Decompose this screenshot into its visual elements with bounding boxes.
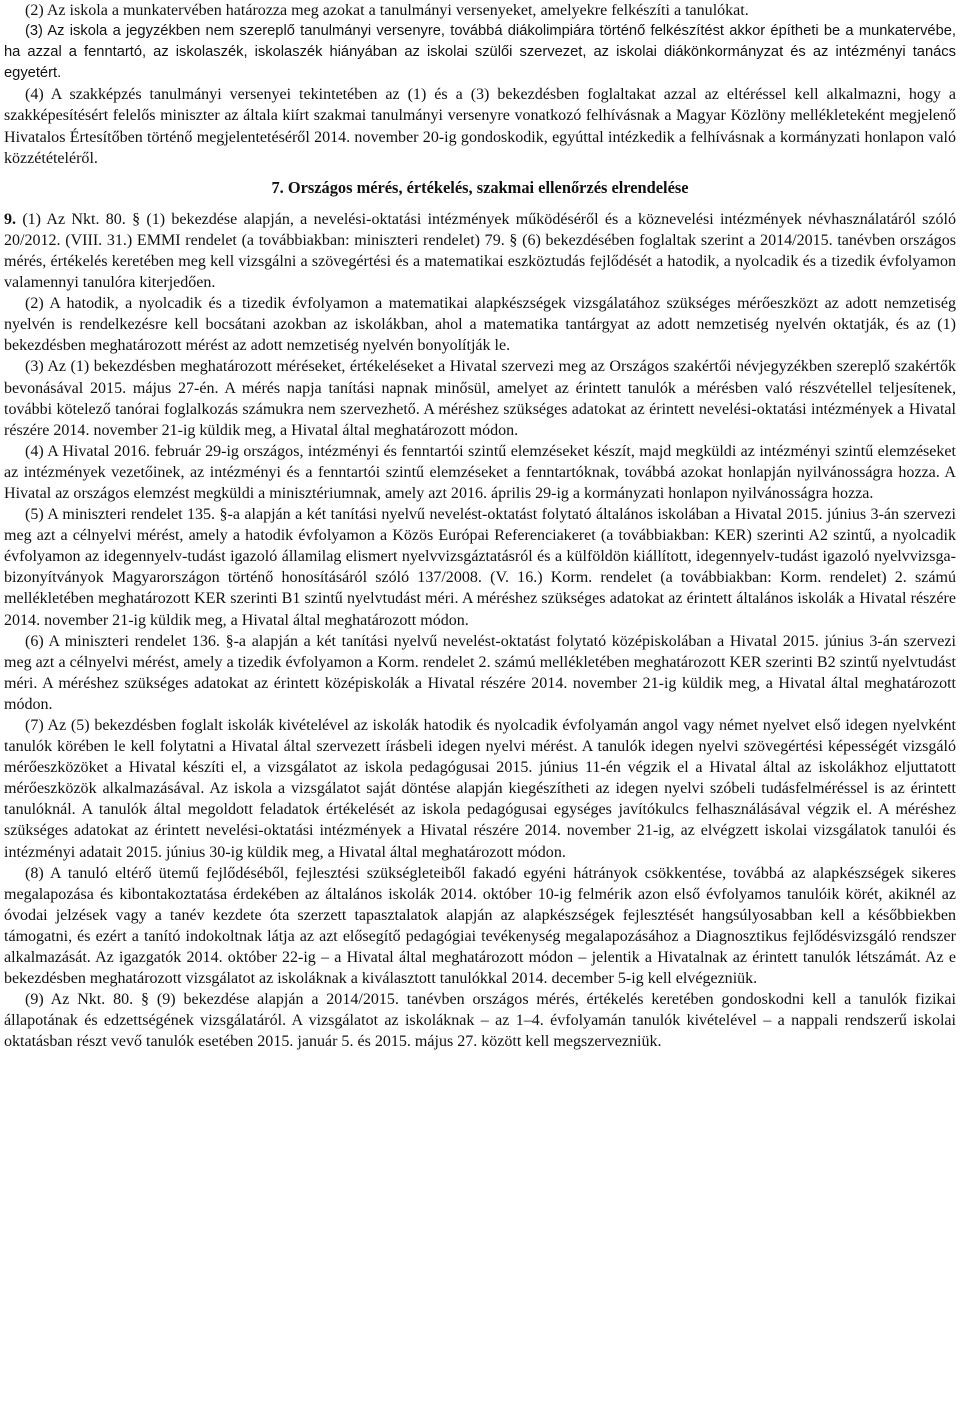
paragraph-4: (4) A szakképzés tanulmányi versenyei tekintetében az (1) és a (3) bekezdésben foglaltakat azzal az eltéréssel kell alkalmazni, hogy a szakképesítésért felelős miniszter az általa kiírt szakmai tanulmányi versenyre vonatkozó felhívásnak a Magyar Közlöny mellékleteként megjelenő Hivatalos Értesítőben történő megjelentetéséről 2014. november 20-ig gondoskodik, egyúttal intézkedik a felhívásnak a kormányzati honlapon való közzétételéről. bbox=[4, 86, 956, 167]
section-9-paragraph-2: (2) A hatodik, a nyolcadik és a tizedik évfolyamon a matematikai alapkészségek vizsgálatához szükséges mérőeszközt az adott nemzetiség nyelvén is rendelkezésre kell bocsátani azokban az iskolákban, ahol a matematika tantárgyat az adott nemzetiség nyelvén oktatják, és az (1) bekezdésben meghatározott mérést az adott nemzetiség nyelvén bonyolítják le. bbox=[4, 295, 956, 355]
section-9-paragraph-4: (4) A Hivatal 2016. február 29-ig országos, intézményi és fenntartói szintű elemzéseket készít, majd megküldi az intézményi szintű elemzéseket az intézmények vezetőinek, az intézményi és a fenntartói szintű elemzéseket a fenntartóknak, továbbá azokat honlapján nyilvánosságra hozza. A Hivatal az országos elemzést megküldi a minisztériumnak, amely azt 2016. április 29-ig a kormányzati honlapon nyilvánosságra hozza. bbox=[4, 442, 956, 502]
section-9-paragraph-1-text: (1) Az Nkt. 80. § (1) bekezdése alapján, a nevelési-oktatási intézmények működéséről és a köznevelési intézmények névhasználatáról szóló 20/2012. (VIII. 31.) EMMI rendelet (a továbbiakban: miniszteri rendelet) 79. § (6) bekezdésében foglaltak szerint a 2014/2015. tanévben országos mérés, értékelés keretében meg kell vizsgálni a szövegértési és a matematikai eszköztudás fejlődését a hatodik, a nyolcadik és a tizedik évfolyamon valamennyi tanulóra kiterjedően. bbox=[4, 210, 956, 292]
paragraph-3: (3) Az iskola a jegyzékben nem szereplő tanulmányi versenyre, továbbá diákolimpiára történő felkészítést akkor építheti be a munkatervébe, ha azzal a fenntartó, az iskolaszék, iskolaszék hiányában az iskolai szülői szervezet, az iskolai diákönkormányzat és az intézményi tanács egyetért. bbox=[4, 23, 956, 82]
section-9-paragraph-9: (9) Az Nkt. 80. § (9) bekezdése alapján a 2014/2015. tanévben országos mérés, értékelés keretében gondoskodni kell a tanulók fizikai állapotának és edzettségének vizsgálatáról. A vizsgálatot az iskoláknak – az 1–4. évfolyamán tanulók kivételével – a nappali rendszerű iskolai oktatásban részt vevő tanulók esetében 2015. január 5. és 2015. május 27. között kell megszervezniük. bbox=[4, 991, 956, 1051]
document-page bbox=[4, 0, 956, 1053]
paragraph-2: (2) Az iskola a munkatervében határozza meg azokat a tanulmányi versenyeket, amelyekre felkészíti a tanulókat. bbox=[25, 2, 749, 19]
section-heading: 7. Országos mérés, értékelés, szakmai ellenőrzés elrendelése bbox=[271, 177, 689, 197]
section-9-paragraph-5: (5) A miniszteri rendelet 135. §-a alapján a két tanítási nyelvű nevelést-oktatást folytató általános iskolában a Hivatal 2015. június 3-án szervezi meg azt a célnyelvi mérést, amely a hatodik évfolyamon a Közös Európai Referenciakeret (a továbbiakban: KER) szerinti A2 szintű, a nyolcadik évfolyamon az idegennyelv-tudást igazoló államilag elismert nyelvvizsgáztatásról és a külföldön kiállított, idegennyelv-tudást igazoló nyelvvizsga-bizonyítványok Magyarországon történő honosításáról szóló 137/2008. (V. 16.) Korm. rendelet (a továbbiakban: Korm. rendelet) 2. számú mellékletében meghatározott KER szerinti B1 szintű nyelvtudást méri. A méréshez szükséges adatokat az érintett általános iskolák a Hivatal részére 2014. november 21-ig küldik meg, a Hivatal által meghatározott módon. bbox=[4, 506, 956, 629]
section-9-paragraph-3: (3) Az (1) bekezdésben meghatározott méréseket, értékeléseket a Hivatal szervezi meg az Országos szakértői névjegyzékben szereplő szakértők bevonásával 2015. május 27-én. A mérés napja tanítási napnak minősül, amelyet az érintett tanulók a mérésben való részvétellel teljesítenek, további kötelező tanórai foglalkozás számukra nem szervezhető. A méréshez szükséges adatokat az érintett nevelési-oktatási intézmények a Hivatal részére 2014. november 21-ig küldik meg, a Hivatal által meghatározott módon. bbox=[4, 358, 956, 439]
section-9-paragraph-6: (6) A miniszteri rendelet 136. §-a alapján a két tanítási nyelvű nevelést-oktatást folytató középiskolában a Hivatal 2015. június 3-án szervezi meg azt a célnyelvi mérést, amely a tizedik évfolyamon a Korm. rendelet 2. számú mellékletében meghatározott KER szerinti B2 szintű nyelvtudást méri. A méréshez szükséges adatokat az érintett középiskolák a Hivatal részére 2014. november 21-ig küldik meg, a Hivatal által meghatározott módon. bbox=[4, 632, 956, 713]
section-9-paragraph-1 bbox=[4, 209, 956, 293]
section-number: 9. bbox=[4, 210, 17, 228]
section-9-paragraph-8: (8) A tanuló eltérő ütemű fejlődéséből, fejlesztési szükségleteiből fakadó egyéni hátrányok csökkentése, továbbá az alapkészségek sikeres megalapozása és kibontakoztatása érdekében az általános iskolák 2014. október 10-ig felmérik azon első évfolyamos tanulóik körét, akiknél az óvodai jelzések vagy a tanév kezdete óta szerzett tapasztalatok alapján az alapkészségek fejlesztését hangsúlyosabban kell a későbbiekben támogatni, és ezért a tanító indokoltnak látja az azt elősegítő pedagógiai tevékenység megalapozásához a Diagnosztikus fejlődésvizsgáló rendszer alkalmazását. Az igazgatók 2014. október 22-ig – a Hivatal által meghatározott módon – jelentik a Hivatalnak az érintett tanulók létszámát. Az e bekezdésben meghatározott vizsgálatot az iskoláknak a kiválasztott tanulókkal 2014. december 5-ig kell elvégezniük. bbox=[4, 864, 956, 988]
section-9-paragraph-7: (7) Az (5) bekezdésben foglalt iskolák kivételével az iskolák hatodik és nyolcadik évfolyamán angol vagy német nyelvet első idegen nyelvként tanulók körében le kell folytatni a Hivatal által szervezett írásbeli idegen nyelvi mérést. A tanulók idegen nyelvi szövegértési képességét vizsgáló mérőeszközöket a Hivatal készíti el, a vizsgálatot az iskola pedagógusai 2015. június 11-én végzik el a Hivatal által az iskolákhoz eljuttatott mérőeszközök alkalmazásával. Az iskola a vizsgálatot saját döntése alapján kiegészítheti az idegen nyelvi szóbeli tudásfelméréssel is az érintett tanulóknál. A tanulók által megoldott feladatok értékelését az iskola pedagógusai egységes javítókulcs felhasználásával végzik el. A méréshez szükséges adatokat az érintett nevelési-oktatási intézmények a Hivatal részére 2014. november 21-ig, az elvégzett iskolai vizsgálatok tanulói és intézményi adatait 2015. június 30-ig küldik meg, a Hivatal által meghatározott módon. bbox=[4, 717, 956, 861]
